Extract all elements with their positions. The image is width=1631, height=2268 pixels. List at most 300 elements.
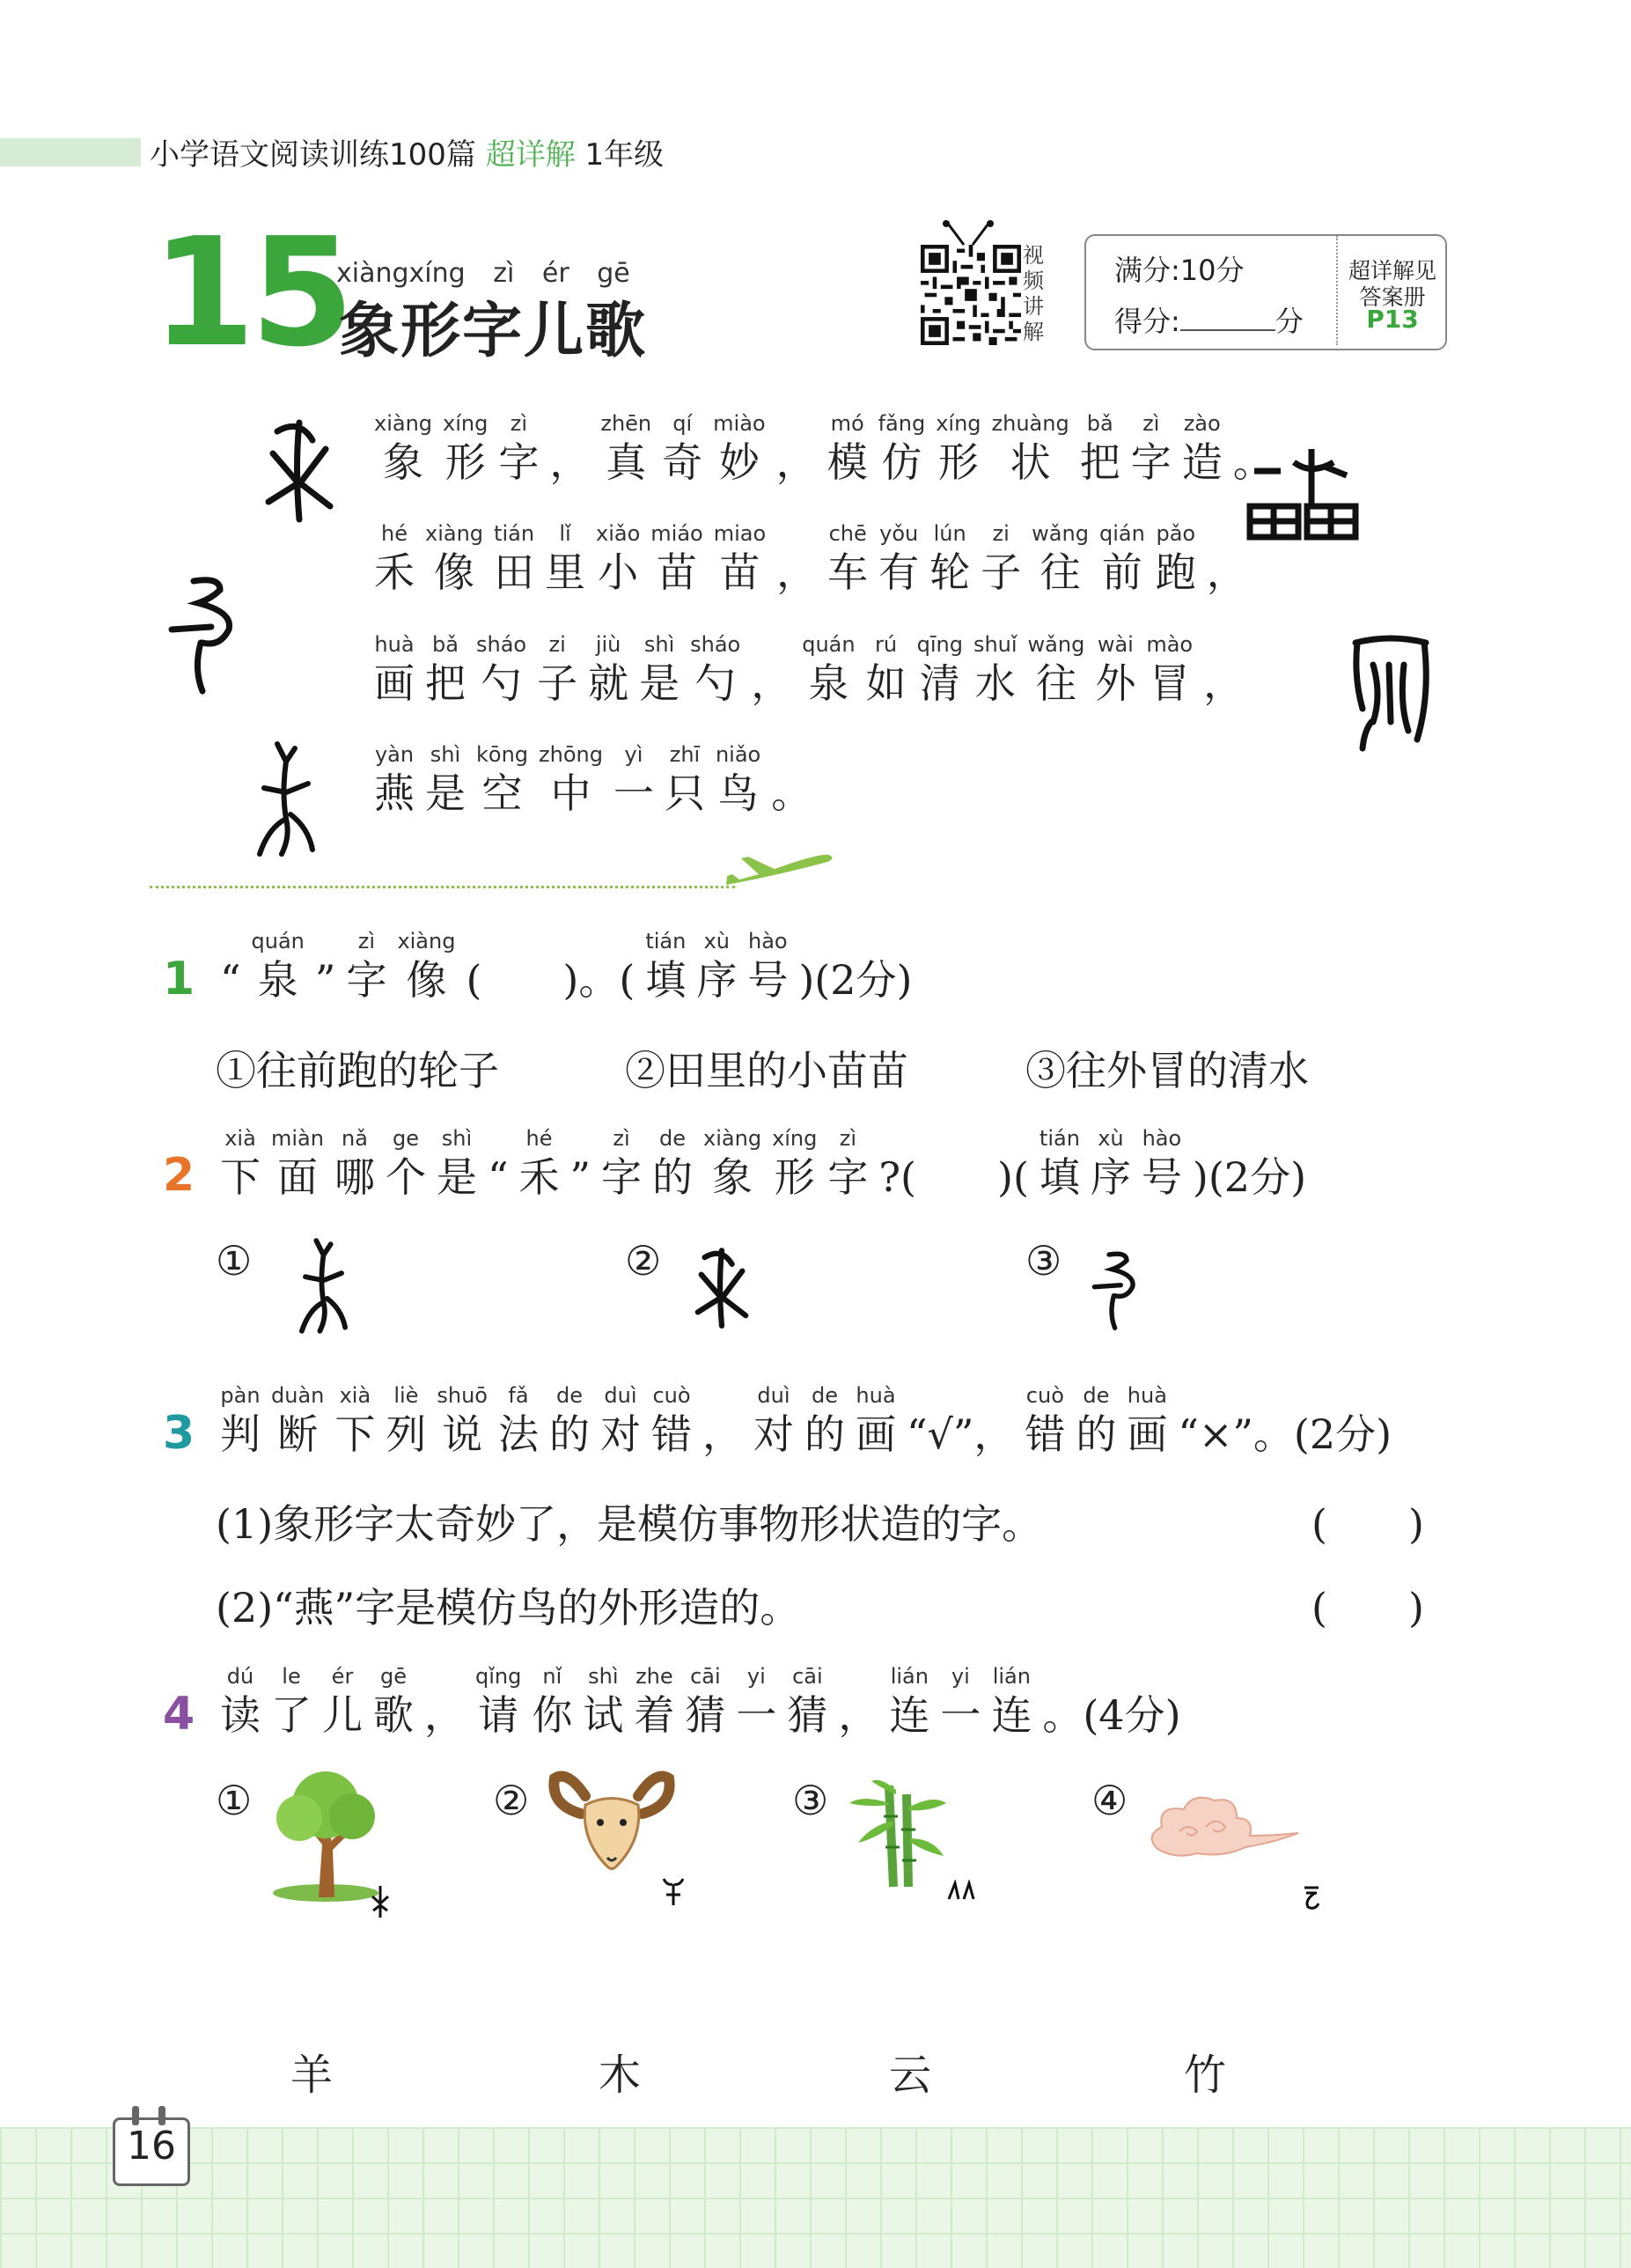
character	[973, 631, 1018, 709]
answer-page: P13	[1366, 305, 1419, 334]
pinyin: yàn	[374, 742, 415, 767]
character	[652, 1125, 693, 1203]
pinyin: de	[811, 1383, 838, 1408]
pinyin: qīng	[916, 632, 963, 657]
character	[374, 631, 415, 709]
character	[252, 928, 305, 1005]
pinyin: zì	[510, 411, 527, 436]
hanzi: 冒	[1149, 659, 1190, 707]
character	[827, 410, 868, 488]
pinyin: shì	[441, 1126, 473, 1151]
character	[346, 928, 386, 1005]
character	[334, 1382, 375, 1460]
hanzi: 苗	[719, 549, 760, 596]
character	[1076, 1382, 1116, 1460]
hanzi: 燕	[374, 770, 415, 817]
hanzi: 填	[645, 956, 687, 1004]
pinyin: shì	[430, 742, 461, 767]
character	[685, 1663, 725, 1741]
character	[498, 410, 539, 488]
pinyin: ér	[331, 1664, 354, 1689]
hanzi: ”	[314, 956, 336, 1004]
character	[322, 1663, 363, 1741]
hanzi: ，	[751, 659, 792, 707]
pinyin: pǎo	[1156, 521, 1196, 546]
hanzi: 奇	[662, 438, 703, 486]
hanzi: 里	[545, 549, 586, 596]
lesson-title: 象形字儿歌	[339, 297, 648, 366]
picture-label: ②	[493, 1777, 530, 1824]
calendar-ring-icon	[158, 2106, 165, 2125]
hanzi: 把	[1079, 438, 1120, 486]
character	[827, 1125, 868, 1203]
pinyin: niǎo	[715, 742, 761, 767]
he-glyph-icon	[691, 1243, 753, 1340]
hanzi: 田	[494, 549, 535, 596]
hanzi: 子	[537, 659, 578, 707]
option[interactable]: ①	[216, 1237, 253, 1285]
pinyin: qí	[672, 411, 693, 436]
hanzi: 仿	[881, 438, 922, 486]
character	[1142, 1125, 1182, 1203]
character	[716, 741, 760, 819]
book-title: 小学语文阅读训练100篇	[150, 137, 476, 173]
hanzi: 画	[855, 1410, 896, 1458]
yun-glyph-icon	[1301, 1884, 1322, 1911]
hanzi: 的	[548, 1410, 590, 1458]
hanzi: 哪	[334, 1153, 375, 1201]
book-header	[150, 130, 664, 173]
hanzi: 往	[1040, 549, 1081, 596]
hanzi: 对	[753, 1410, 794, 1458]
hanzi: 面	[276, 1153, 318, 1201]
hanzi: 模	[827, 438, 868, 486]
pinyin: yi	[951, 1664, 970, 1689]
hanzi: “	[487, 1153, 509, 1201]
hanzi: 水	[974, 659, 1016, 707]
bamboo-icon[interactable]	[845, 1777, 951, 1891]
option[interactable]: ③往外冒的清水	[1025, 1047, 1309, 1094]
pinyin: de	[1083, 1383, 1110, 1408]
pinyin: lǐ	[559, 521, 571, 546]
hanzi: 字	[498, 438, 540, 486]
match-word[interactable]: 云	[889, 2051, 932, 2100]
character	[271, 1382, 324, 1460]
picture-label: ③	[792, 1777, 829, 1824]
hanzi: 鸟	[717, 770, 759, 817]
punctuation	[1042, 1663, 1180, 1741]
hanzi: 泉	[257, 956, 298, 1004]
character	[889, 1663, 929, 1741]
pinyin: duì	[757, 1383, 790, 1408]
hanzi: 着	[634, 1691, 675, 1739]
pinyin: xiàng	[397, 929, 456, 954]
pinyin: wǎng	[1032, 521, 1089, 546]
hanzi: 子	[981, 549, 1022, 596]
hanzi: ，	[549, 438, 591, 486]
page-number: 16	[127, 2124, 176, 2169]
character	[374, 410, 432, 488]
pinyin: xiàng	[374, 411, 433, 436]
pinyin: xíng	[772, 1126, 818, 1151]
pinyin: mào	[1146, 632, 1194, 657]
character	[494, 520, 534, 598]
hanzi: 序	[1090, 1153, 1131, 1201]
pinyin: zi	[548, 632, 566, 657]
character	[1099, 520, 1145, 598]
pinyin: duàn	[271, 1383, 325, 1408]
hanzi: 禾	[374, 549, 415, 596]
pinyin: xià	[339, 1383, 371, 1408]
hanzi: 字	[601, 1153, 643, 1201]
pinyin: wài	[1097, 632, 1134, 657]
character	[220, 1663, 261, 1741]
hanzi: 象	[383, 438, 424, 486]
punctuation	[907, 1382, 1014, 1460]
match-word[interactable]: 木	[599, 2051, 642, 2100]
pinyin: lián	[992, 1664, 1031, 1689]
score-unit: 分	[1275, 305, 1304, 338]
qr-label-char: 解	[1023, 320, 1044, 344]
character	[1146, 631, 1193, 709]
character	[537, 631, 577, 709]
hanzi: 往	[1035, 659, 1076, 707]
hanzi: 画	[374, 659, 415, 707]
character	[601, 1125, 642, 1203]
hanzi: 断	[277, 1410, 319, 1458]
hanzi: 号	[1141, 1153, 1182, 1201]
pinyin: fǎ	[508, 1383, 529, 1408]
hanzi: 错	[650, 1410, 692, 1458]
character	[662, 410, 702, 488]
lesson-number: 15	[151, 206, 349, 380]
pinyin: ge	[392, 1126, 419, 1151]
score-divider	[1336, 236, 1338, 345]
pinyin: zi	[992, 521, 1010, 546]
hanzi: 猜	[787, 1691, 828, 1739]
hanzi: 字	[827, 1153, 869, 1201]
pinyin: dú	[226, 1664, 254, 1689]
character	[374, 741, 415, 819]
tree-icon[interactable]	[264, 1765, 387, 1906]
book-grade: 1年级	[584, 137, 665, 173]
hanzi: 了	[271, 1691, 312, 1739]
shao-glyph-icon	[1091, 1241, 1144, 1338]
pinyin: cāi	[690, 1664, 721, 1689]
hanzi: 妙	[718, 438, 760, 486]
hanzi: 清	[919, 659, 960, 707]
hanzi: 把	[425, 659, 466, 707]
hanzi: 判	[220, 1410, 261, 1458]
qr-code-icon[interactable]	[921, 245, 1021, 345]
pinyin: hào	[748, 929, 788, 954]
character	[220, 1382, 261, 1460]
character	[804, 1382, 845, 1460]
character	[866, 631, 907, 709]
punctuation	[776, 410, 817, 488]
pinyin: zhēn	[600, 411, 652, 436]
character	[539, 741, 603, 819]
punctuation	[315, 928, 336, 1005]
pinyin: kōng	[476, 742, 529, 767]
question-row	[220, 1382, 1402, 1460]
pinyin: xù	[703, 929, 731, 954]
hanzi: 车	[827, 549, 869, 596]
question-number: 3	[163, 1407, 195, 1460]
character	[498, 1382, 539, 1460]
pinyin: de	[555, 1383, 583, 1408]
hanzi: ，	[775, 438, 817, 486]
hanzi: 空	[481, 770, 523, 817]
answer-paren[interactable]: ( )	[1311, 1584, 1424, 1631]
hanzi: 泉	[808, 659, 849, 707]
pinyin: zì	[613, 1126, 630, 1151]
header-bar	[0, 138, 141, 166]
character	[613, 741, 654, 819]
hanzi: 形	[444, 438, 486, 486]
pinyin: bǎ	[1086, 411, 1113, 436]
match-word[interactable]: 羊	[290, 2051, 334, 2100]
pinyin: yi	[746, 1664, 766, 1689]
hanzi: 试	[583, 1691, 624, 1739]
hanzi: 有	[878, 549, 920, 596]
hanzi: 形	[774, 1153, 815, 1201]
character	[1032, 520, 1089, 598]
character	[425, 741, 466, 819]
pinyin: tián	[645, 929, 687, 954]
pinyin: xiàng	[425, 521, 484, 546]
character	[713, 410, 765, 488]
hanzi: 你	[532, 1691, 573, 1739]
pinyin: hé	[525, 1126, 553, 1151]
pinyin: yǒu	[879, 521, 919, 546]
hanzi: )(2分)	[798, 956, 913, 1004]
character	[645, 928, 686, 1005]
character	[532, 1663, 572, 1741]
hanzi: 的	[652, 1153, 694, 1201]
hanzi: 跑	[1155, 549, 1196, 596]
pinyin: huà	[856, 1383, 896, 1408]
pinyin: zì	[839, 1126, 857, 1151]
pinyin: quán	[802, 632, 856, 657]
punctuation	[1233, 410, 1274, 488]
title-pinyin-word: gē	[597, 258, 630, 289]
hanzi: 是	[436, 1153, 477, 1201]
hanzi: 象	[712, 1153, 753, 1201]
hanzi: “	[220, 956, 241, 1004]
qr-label	[1023, 243, 1049, 345]
mu-glyph-icon	[370, 1884, 391, 1919]
picture-label: ①	[216, 1777, 253, 1824]
character	[583, 1663, 623, 1741]
character	[981, 520, 1021, 598]
qr-label-char: 频	[1023, 269, 1044, 293]
hanzi: 儿	[322, 1691, 363, 1739]
goat-icon[interactable]	[546, 1770, 678, 1875]
option[interactable]: ②	[625, 1237, 662, 1285]
character	[1080, 410, 1120, 488]
pinyin: huà	[374, 632, 415, 657]
pinyin: wǎng	[1027, 632, 1085, 657]
option[interactable]: ①往前跑的轮子	[216, 1047, 499, 1094]
option[interactable]: ③	[1025, 1237, 1062, 1285]
punctuation	[702, 1382, 743, 1460]
hanzi: 。(4分)	[1042, 1691, 1181, 1739]
hanzi: ，	[1206, 549, 1247, 596]
pinyin: tián	[1039, 1126, 1080, 1151]
character	[1040, 1125, 1080, 1203]
character	[397, 928, 455, 1005]
character	[475, 1663, 521, 1741]
character	[940, 1663, 981, 1741]
hanzi: 真	[606, 438, 647, 486]
hanzi: ，	[838, 1691, 879, 1739]
character	[519, 1125, 560, 1203]
character	[714, 520, 766, 598]
character	[696, 928, 737, 1005]
pinyin: pàn	[220, 1383, 261, 1408]
match-word[interactable]: 竹	[1184, 2051, 1227, 2100]
hanzi: 。	[771, 770, 812, 817]
footer-grid	[0, 2127, 1631, 2268]
score-blank[interactable]	[1180, 310, 1275, 331]
character	[600, 1382, 641, 1460]
pinyin: miao	[713, 521, 767, 546]
character	[856, 1382, 896, 1460]
hanzi: 连	[889, 1691, 930, 1739]
hanzi: 列	[386, 1410, 427, 1458]
character	[802, 631, 855, 709]
punctuation	[751, 631, 791, 709]
hanzi: ，	[702, 1410, 743, 1458]
pinyin: jiù	[595, 632, 621, 657]
character	[437, 1382, 488, 1460]
poem-line	[374, 631, 1254, 709]
hanzi: 。	[1232, 438, 1274, 486]
character	[634, 1663, 674, 1741]
pinyin: shuō	[437, 1383, 488, 1408]
character	[991, 1663, 1032, 1741]
punctuation	[570, 1125, 591, 1203]
pinyin: lián	[890, 1664, 929, 1689]
hanzi: 就	[588, 659, 629, 707]
hanzi: 错	[1025, 1410, 1066, 1458]
character	[992, 410, 1069, 488]
airplane-icon	[722, 850, 836, 892]
pinyin: zhī	[669, 742, 701, 767]
pinyin: tián	[494, 521, 535, 546]
character	[1091, 1125, 1131, 1203]
title-pinyin-word: zì	[493, 258, 515, 289]
title-pinyin-word: ér	[541, 258, 569, 289]
hanzi: 像	[406, 956, 447, 1004]
punctuation	[549, 410, 590, 488]
pinyin: cuò	[652, 1383, 691, 1408]
section-divider	[150, 886, 735, 888]
character	[929, 520, 970, 598]
character	[271, 1663, 312, 1741]
character	[753, 1382, 794, 1460]
pinyin: xíng	[443, 411, 489, 436]
pinyin: zhōng	[539, 742, 603, 767]
pinyin: shì	[643, 632, 675, 657]
hanzi: 说	[442, 1410, 483, 1458]
character	[549, 1382, 590, 1460]
quan-glyph-icon	[1347, 625, 1435, 757]
option[interactable]: ②田里的小苗苗	[625, 1047, 908, 1094]
character	[878, 520, 919, 598]
punctuation	[1178, 1382, 1392, 1460]
pinyin: qián	[1098, 521, 1145, 546]
cloud-icon[interactable]	[1144, 1787, 1303, 1867]
character	[917, 631, 963, 709]
score-field[interactable]	[1114, 299, 1304, 340]
hanzi: ”	[569, 1153, 591, 1201]
answer-note: 超详解见	[1348, 258, 1436, 284]
pinyin: le	[282, 1664, 301, 1689]
answer-paren[interactable]: ( )	[1311, 1500, 1424, 1548]
hanzi: 序	[696, 956, 738, 1004]
pinyin: huà	[1127, 1383, 1167, 1408]
punctuation	[1203, 631, 1244, 709]
calendar-ring-icon	[132, 2106, 139, 2125]
pinyin: shuǐ	[973, 632, 1018, 657]
character	[1095, 631, 1135, 709]
punctuation	[838, 1663, 878, 1741]
character	[1131, 410, 1172, 488]
character	[443, 410, 488, 488]
statement: (2)“燕”字是模仿鸟的外形造的。	[216, 1584, 801, 1631]
yang-glyph-icon	[660, 1875, 687, 1907]
character	[639, 631, 680, 709]
hanzi: 的	[1076, 1410, 1117, 1458]
hanzi: 猜	[685, 1691, 726, 1739]
pinyin: zhe	[636, 1664, 673, 1689]
hanzi: 小	[598, 549, 639, 596]
character	[476, 741, 528, 819]
character	[736, 1663, 776, 1741]
pinyin: sháo	[476, 632, 527, 657]
hanzi: 前	[1101, 549, 1142, 596]
hanzi: ，	[776, 549, 818, 596]
poem-line	[374, 520, 1258, 598]
punctuation	[1193, 1125, 1306, 1203]
pinyin: miào	[713, 411, 766, 436]
hanzi: 造	[1181, 438, 1223, 486]
pinyin: shì	[588, 1664, 619, 1689]
punctuation	[878, 1125, 1029, 1203]
question-row	[220, 1663, 1192, 1741]
hanzi: 填	[1039, 1153, 1080, 1201]
yan-glyph-icon	[246, 740, 326, 863]
hanzi: 的	[804, 1410, 845, 1458]
hanzi: 一	[613, 770, 654, 817]
score-label: 得分:	[1114, 305, 1180, 338]
character	[827, 520, 868, 598]
pinyin: de	[659, 1126, 687, 1151]
hanzi: “√”，	[906, 1410, 1015, 1458]
pinyin: zào	[1183, 411, 1221, 436]
hanzi: 是	[639, 659, 680, 707]
character	[600, 410, 651, 488]
pinyin: zì	[1142, 411, 1160, 436]
punctuation	[1207, 520, 1247, 598]
character	[386, 1382, 426, 1460]
hanzi: 对	[599, 1410, 641, 1458]
pinyin: xiàng	[703, 1126, 762, 1151]
hanzi: 像	[434, 549, 475, 596]
yan-glyph-icon	[290, 1237, 356, 1338]
